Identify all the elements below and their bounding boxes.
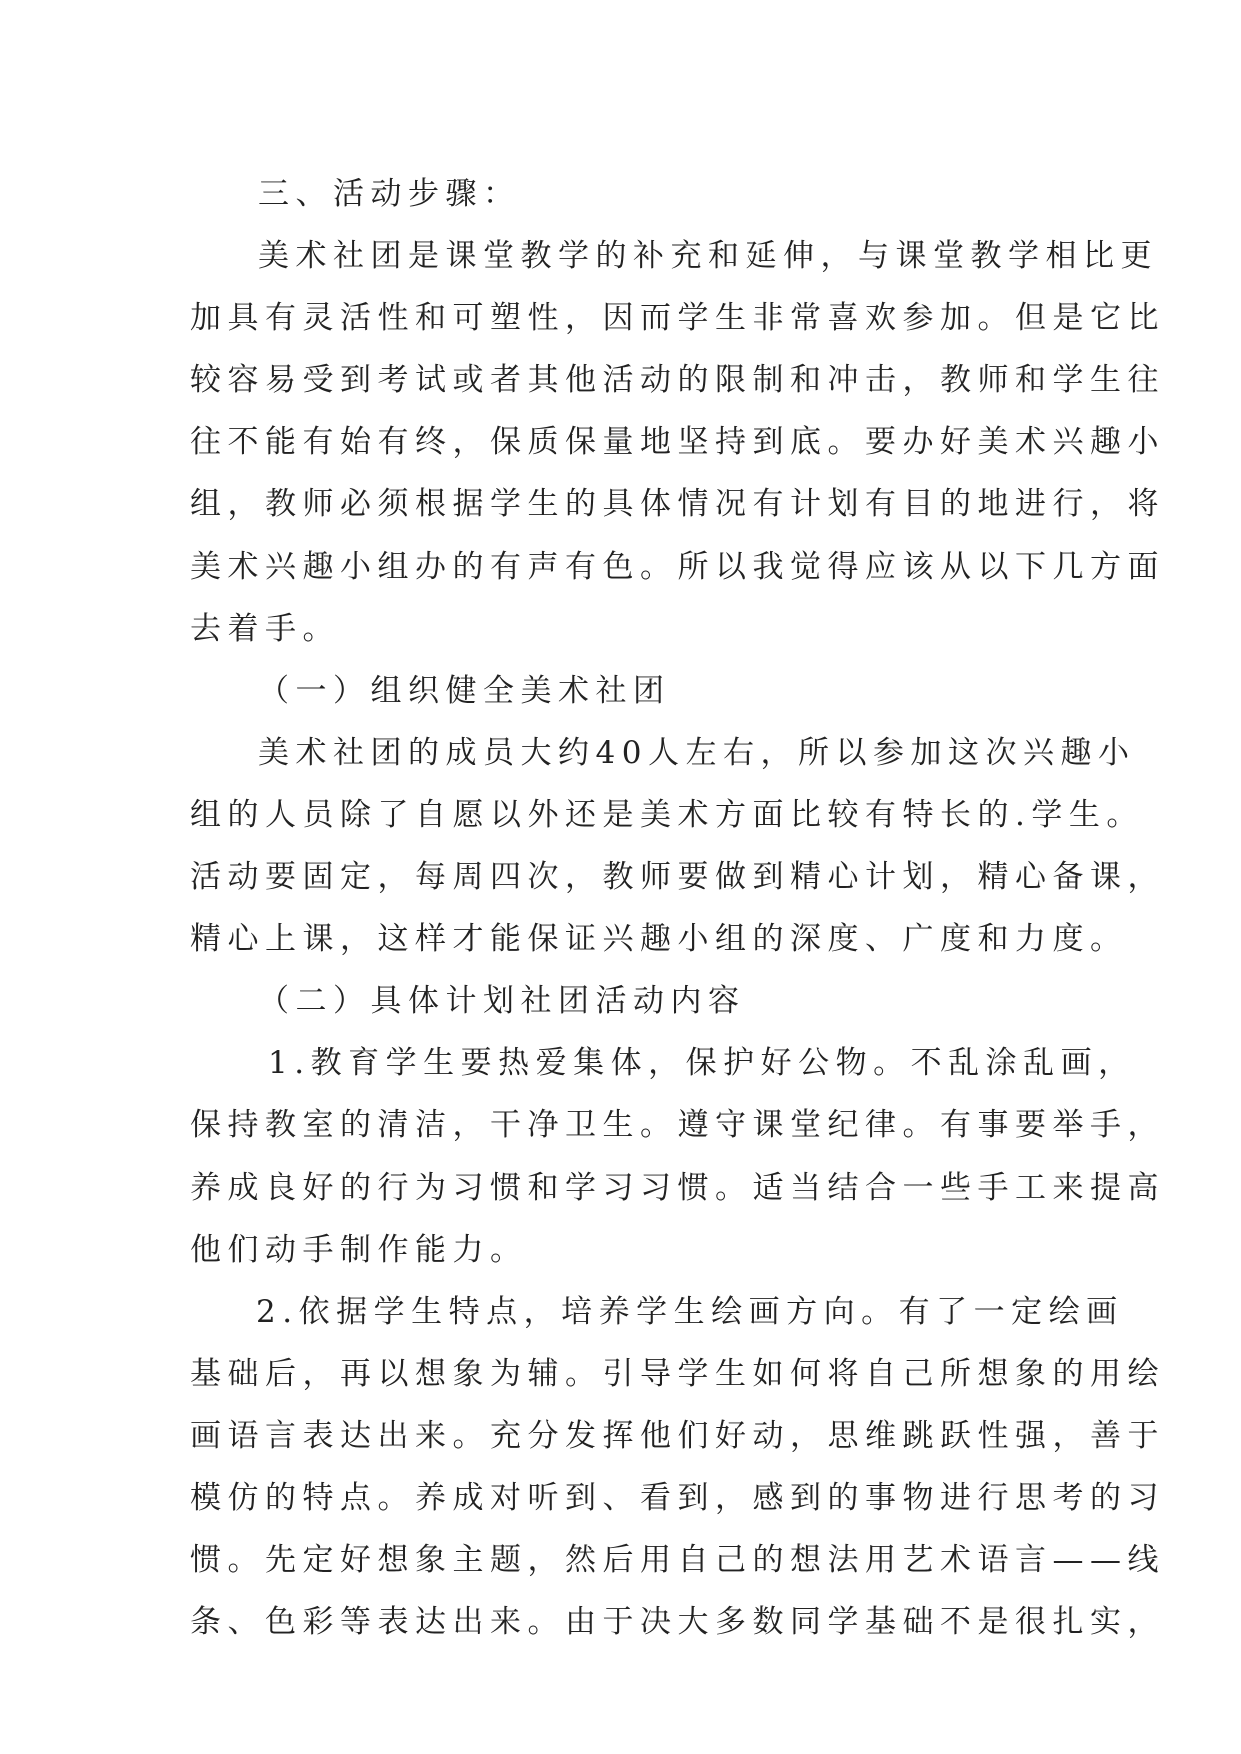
paragraph-line: 较容易受到考试或者其他活动的限制和冲击，教师和学生往 bbox=[190, 362, 1165, 399]
section-heading: 三、活动步骤： bbox=[258, 176, 521, 212]
paragraph-line: 活动要固定，每周四次，教师要做到精心计划，精心备课， bbox=[190, 859, 1165, 896]
list-item-line: 2.依据学生特点，培养学生绘画方向。有了一定绘画 bbox=[256, 1293, 1124, 1330]
document-body bbox=[190, 163, 1165, 1653]
paragraph-line: 加具有灵活性和可塑性，因而学生非常喜欢参加。但是它比 bbox=[190, 300, 1165, 337]
list-item-line: 模仿的特点。养成对听到、看到，感到的事物进行思考的习 bbox=[190, 1479, 1165, 1516]
paragraph-line: 组的人员除了自愿以外还是美术方面比较有特长的.学生。 bbox=[190, 796, 1144, 833]
paragraph-line: 去着手。 bbox=[190, 610, 340, 647]
paragraph-line: 往不能有始有终，保质保量地坚持到底。要办好美术兴趣小 bbox=[190, 424, 1165, 461]
paragraph-line: 组，教师必须根据学生的具体情况有计划有目的地进行，将 bbox=[190, 486, 1165, 523]
paragraph-line: 美术社团是课堂教学的补充和延伸，与课堂教学相比更 bbox=[258, 238, 1158, 275]
paragraph-line: 精心上课，这样才能保证兴趣小组的深度、广度和力度。 bbox=[190, 921, 1128, 958]
list-item-line: 惯。先定好想象主题，然后用自己的想法用艺术语言——线 bbox=[190, 1542, 1165, 1579]
list-item-line: 他们动手制作能力。 bbox=[190, 1231, 528, 1268]
list-item-line: 基础后，再以想象为辅。引导学生如何将自己所想象的用绘 bbox=[190, 1355, 1165, 1392]
list-item-line: 画语言表达出来。充分发挥他们好动，思维跳跃性强，善于 bbox=[190, 1417, 1165, 1454]
list-item-line: 保持教室的清洁，干净卫生。遵守课堂纪律。有事要举手， bbox=[190, 1107, 1165, 1144]
list-item-line: 1.教育学生要热爱集体，保护好公物。不乱涂乱画， bbox=[268, 1045, 1136, 1082]
list-item-line: 条、色彩等表达出来。由于决大多数同学基础不是很扎实， bbox=[190, 1604, 1165, 1641]
subsection-heading: （二）具体计划社团活动内容 bbox=[258, 983, 746, 1020]
list-item-line: 养成良好的行为习惯和学习习惯。适当结合一些手工来提高 bbox=[190, 1169, 1165, 1206]
subsection-heading: （一）组织健全美术社团 bbox=[258, 672, 671, 709]
paragraph-line: 美术兴趣小组办的有声有色。所以我觉得应该从以下几方面 bbox=[190, 548, 1165, 585]
paragraph-line: 美术社团的成员大约40人左右，所以参加这次兴趣小 bbox=[258, 734, 1136, 771]
